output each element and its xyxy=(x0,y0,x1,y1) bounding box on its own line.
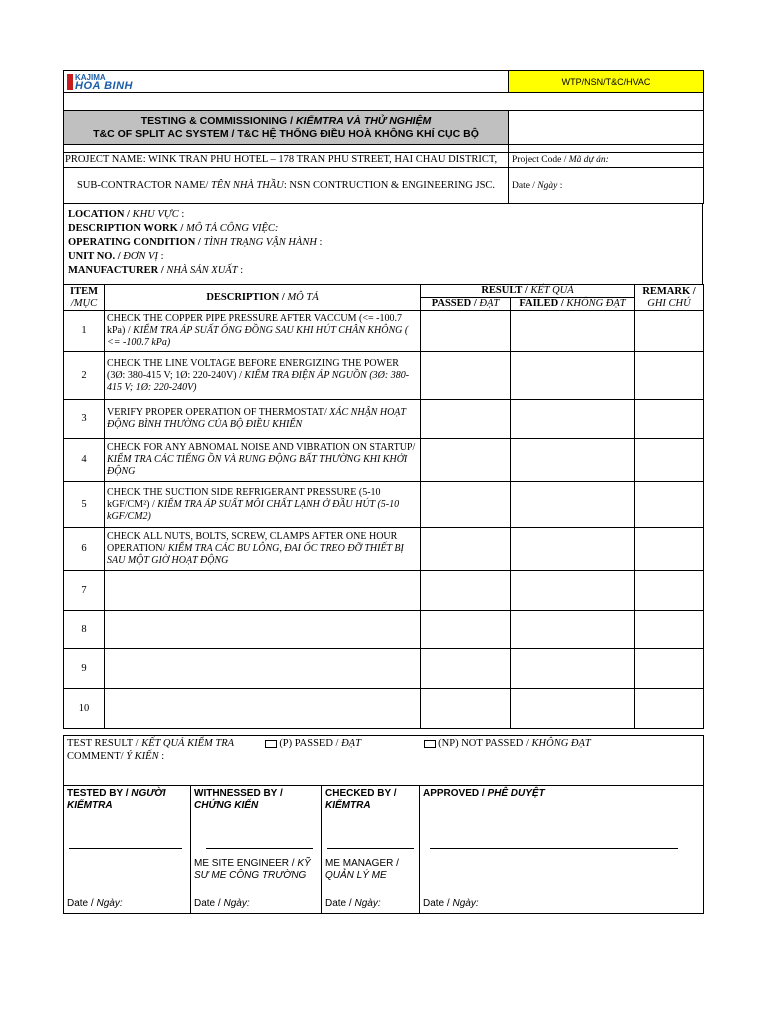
remark-cell[interactable] xyxy=(635,439,704,482)
doc-code: WTP/NSN/T&C/HVAC xyxy=(509,71,704,93)
info-operating-condition: OPERATING CONDITION / TÌNH TRẠNG VẬN HÀNH : xyxy=(68,237,323,248)
header-remark: REMARK / GHI CHÚ xyxy=(635,285,704,311)
failed-cell[interactable] xyxy=(511,482,635,528)
passed-cell[interactable] xyxy=(421,311,511,352)
checklist-table xyxy=(63,284,704,729)
passed-cell[interactable] xyxy=(421,400,511,439)
form-sheet xyxy=(63,70,703,914)
result-section xyxy=(63,735,704,914)
remark-cell[interactable] xyxy=(635,571,704,611)
failed-cell[interactable] xyxy=(511,311,635,352)
signature-line xyxy=(69,848,182,849)
project-code: Project Code / Mã dự án: xyxy=(509,153,704,168)
table-row: 3 VERIFY PROPER OPERATION OF THERMOSTAT/ XÁC NHẬN HOẠT ĐỘNG BÌNH THƯỜNG CỦA BỘ ĐIỀU KHIỂN xyxy=(64,400,704,439)
remark-cell[interactable] xyxy=(635,649,704,689)
failed-cell[interactable] xyxy=(511,571,635,611)
passed-cell[interactable] xyxy=(421,439,511,482)
not-passed-checkbox[interactable] xyxy=(424,740,436,748)
failed-cell[interactable] xyxy=(511,611,635,649)
passed-cell[interactable] xyxy=(421,689,511,729)
signature-tested-by[interactable]: TESTED BY / NGƯỜI KIỂMTRA Date / Ngày: xyxy=(64,786,191,914)
table-row: 4 CHECK FOR ANY ABNOMAL NOISE AND VIBRATION ON STARTUP/ KIỂM TRA CÁC TIẾNG ỒN VÀ RUNG ĐỘNG BẤT THƯỜNG KHI KHỞI ĐỘNG xyxy=(64,439,704,482)
signature-line xyxy=(430,848,678,849)
table-row: 6 CHECK ALL NUTS, BOLTS, SCREW, CLAMPS AFTER ONE HOUR OPERATION/ KIỂM TRA CÁC BU LÔNG, ĐAI ỐC TREO ĐỠ THIẾT BỊ SAU MỘT GIỜ HOẠT ĐỘNG xyxy=(64,528,704,571)
title-line1-en: TESTING & COMMISSIONING / xyxy=(140,114,296,127)
table-row: 8 xyxy=(64,611,704,649)
table-row: 9 xyxy=(64,649,704,689)
info-unit-no: UNIT NO. / ĐƠN VỊ : xyxy=(68,251,164,262)
info-manufacturer: MANUFACTURER / NHÀ SẢN XUẤT : xyxy=(68,265,244,276)
failed-cell[interactable] xyxy=(511,400,635,439)
title-line2: T&C OF SPLIT AC SYSTEM / T&C HỆ THỐNG ĐIỀU HOÀ KHÔNG KHÍ CỤC BỘ xyxy=(93,127,479,140)
form-title xyxy=(64,111,509,145)
passed-cell[interactable] xyxy=(421,649,511,689)
project-name: PROJECT NAME: WINK TRAN PHU HOTEL – 178 TRAN PHU STREET, HAI CHAU DISTRICT, xyxy=(64,153,509,168)
form-header xyxy=(63,70,704,204)
remark-cell[interactable] xyxy=(635,689,704,729)
passed-cell[interactable] xyxy=(421,352,511,400)
info-description-work: DESCRIPTION WORK / MÔ TẢ CÔNG VIỆC: xyxy=(68,223,279,234)
failed-cell[interactable] xyxy=(511,528,635,571)
signature-witnessed-by[interactable]: WITHNESSED BY / CHỨNG KIẾN ME SITE ENGINEER / KỸ SƯ ME CÔNG TRƯỜNG Date / Ngày: xyxy=(191,786,322,914)
remark-cell[interactable] xyxy=(635,400,704,439)
company-logo xyxy=(67,73,416,91)
passed-cell[interactable] xyxy=(421,528,511,571)
passed-cell[interactable] xyxy=(421,611,511,649)
remark-cell[interactable] xyxy=(635,482,704,528)
header-passed: PASSED / ĐẠT xyxy=(421,298,511,311)
passed-checkbox[interactable] xyxy=(265,740,277,748)
logo-line2: HOA BINH xyxy=(75,79,133,92)
signature-approved[interactable]: APPROVED / PHÊ DUYỆT Date / Ngày: xyxy=(420,786,704,914)
test-result: TEST RESULT / KẾT QUẢ KIỂM TRA (P) PASSED / ĐẠT (NP) NOT PASSED / KHÔNG ĐẠT COMMENT/ Ý KIẾN : xyxy=(64,736,704,786)
failed-cell[interactable] xyxy=(511,439,635,482)
header-result: RESULT / KẾT QUẢ xyxy=(421,285,635,298)
remark-cell[interactable] xyxy=(635,352,704,400)
passed-cell[interactable] xyxy=(421,482,511,528)
subcontractor: SUB-CONTRACTOR NAME/ TÊN NHÀ THẦU: NSN CONTRUCTION & ENGINEERING JSC. xyxy=(64,168,509,204)
signature-checked-by[interactable]: CHECKED BY / KIỂMTRA ME MANAGER / QUẢN LÝ ME Date / Ngày: xyxy=(322,786,420,914)
table-row: 10 xyxy=(64,689,704,729)
table-row: 5 CHECK THE SUCTION SIDE REFRIGERANT PRESSURE (5-10 kGF/CM²) / KIỂM TRA ÁP SUẤT MÔI CHẤT LẠNH Ở ĐẦU HÚT (5-10 kGF/CM2) xyxy=(64,482,704,528)
header-failed: FAILED / KHÔNG ĐẠT xyxy=(511,298,635,311)
header-item: ITEM /MỤC xyxy=(64,285,105,311)
signature-line xyxy=(327,848,414,849)
comment: COMMENT/ Ý KIẾN : xyxy=(67,751,165,762)
remark-cell[interactable] xyxy=(635,611,704,649)
date-field: Date / Ngày : xyxy=(509,168,704,204)
passed-cell[interactable] xyxy=(421,571,511,611)
info-block xyxy=(63,204,703,284)
failed-cell[interactable] xyxy=(511,689,635,729)
info-location: LOCATION / KHU VỰC : xyxy=(68,209,185,220)
failed-cell[interactable] xyxy=(511,649,635,689)
table-row: 1 CHECK THE COPPER PIPE PRESSURE AFTER VACCUM (<= -100.7 kPa) / KIỂM TRA ÁP SUẤT ỐNG ĐỒNG SAU KHI HÚT CHÂN KHÔNG ( <= -100.7 kPa) xyxy=(64,311,704,352)
logo-mark-icon xyxy=(67,74,73,90)
header-description: DESCRIPTION / MÔ TẢ xyxy=(105,285,421,311)
remark-cell[interactable] xyxy=(635,528,704,571)
remark-cell[interactable] xyxy=(635,311,704,352)
title-line1-vi: KIỂMTRA VÀ THỬ NGHIỆM xyxy=(295,114,432,127)
logo-cell xyxy=(64,71,419,93)
failed-cell[interactable] xyxy=(511,352,635,400)
table-row: 7 xyxy=(64,571,704,611)
logo-line1: KAJIMA xyxy=(75,72,106,82)
signature-line xyxy=(206,848,313,849)
table-row: 2 CHECK THE LINE VOLTAGE BEFORE ENERGIZING THE POWER (3Ø: 380-415 V; 1Ø: 220-240V) / KIỂM TRA ĐIỆN ÁP NGUỒN (3Ø: 380-415 V; 1Ø: 220-240V) xyxy=(64,352,704,400)
